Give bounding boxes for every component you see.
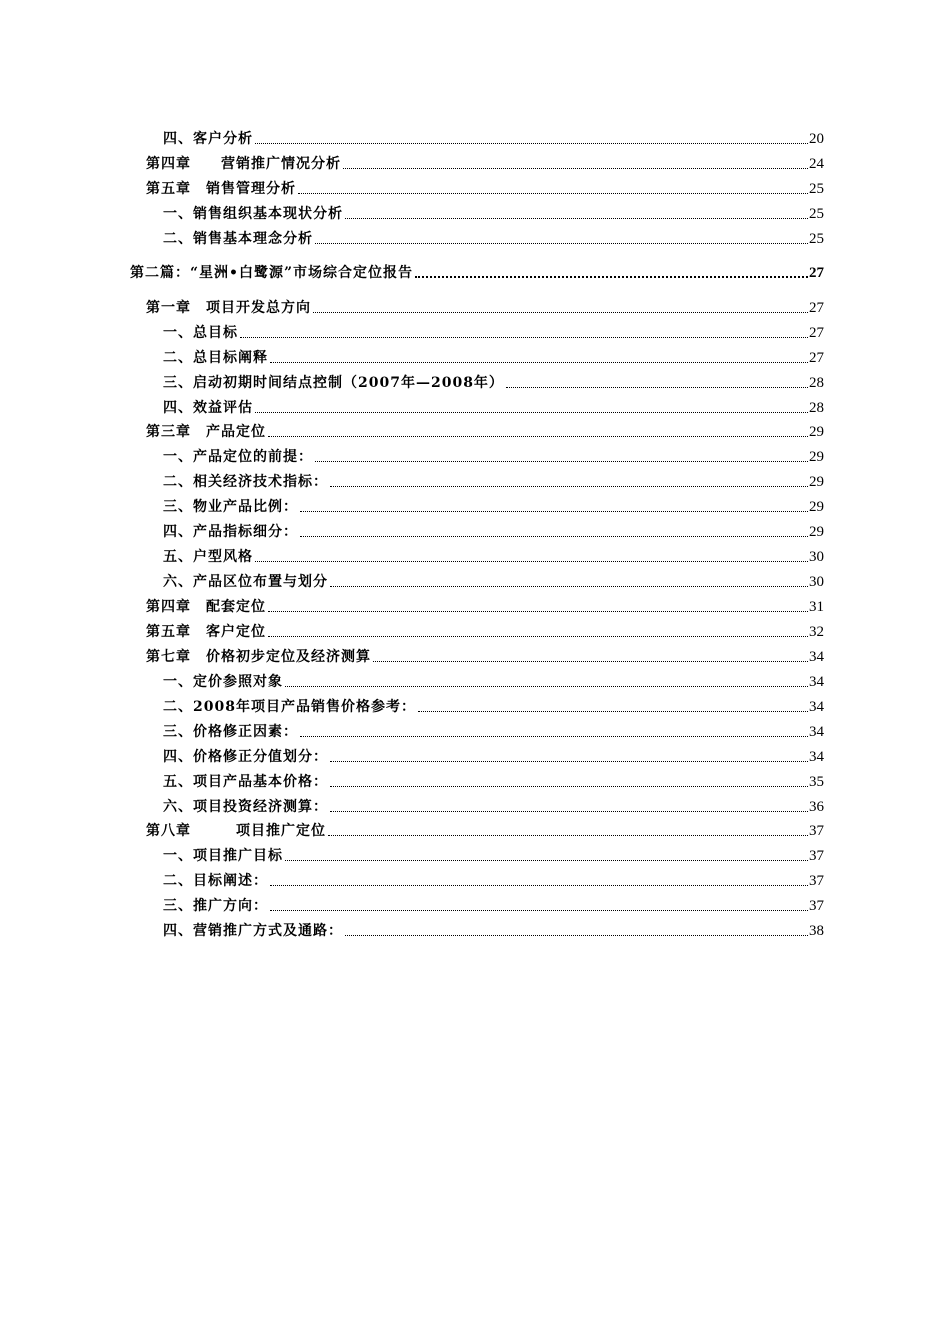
toc-page-number: 28 [809, 400, 824, 416]
toc-entry-title: 四、效益评估 [163, 400, 253, 416]
dot-leader [268, 636, 808, 637]
toc-section-entry[interactable] [163, 916, 824, 940]
toc-section-entry[interactable] [163, 792, 824, 816]
toc-entry-title: 三、价格修正因素： [163, 724, 298, 740]
toc-entry-title: 第八章 项目推广定位 [146, 823, 326, 839]
toc-section-entry[interactable] [163, 866, 824, 890]
toc-entry-title: 一、总目标 [163, 325, 238, 341]
toc-entry-title: 二、销售基本理念分析 [163, 231, 313, 247]
toc-entry-title: 第一章 项目开发总方向 [146, 300, 311, 316]
toc-chapter-entry[interactable] [146, 293, 824, 317]
dot-leader [330, 586, 808, 587]
toc-section-entry[interactable] [163, 717, 824, 741]
toc-page-number: 30 [809, 574, 824, 590]
toc-page-number: 30 [809, 549, 824, 565]
toc-page-number: 20 [809, 131, 824, 147]
toc-page-number: 25 [809, 181, 824, 197]
toc-entry-title: 第三章 产品定位 [146, 424, 266, 440]
toc-page-number: 27 [809, 265, 824, 281]
toc-entry-title: 一、产品定位的前提： [163, 449, 313, 465]
toc-page-number: 35 [809, 774, 824, 790]
toc-page-number: 34 [809, 724, 824, 740]
toc-chapter-entry[interactable] [146, 174, 824, 198]
toc-entry-title: 一、项目推广目标 [163, 848, 283, 864]
toc-page-number: 25 [809, 206, 824, 222]
toc-page-number: 34 [809, 649, 824, 665]
toc-section-entry[interactable] [163, 442, 824, 466]
dot-leader [330, 786, 808, 787]
toc-section-entry[interactable] [163, 199, 824, 223]
toc-entry-title: 第五章 客户定位 [146, 624, 266, 640]
toc-page-number: 32 [809, 624, 824, 640]
dot-leader [330, 811, 808, 812]
toc-entry-title: 第四章 营销推广情况分析 [146, 156, 341, 172]
toc-entry-title: 五、户型风格 [163, 549, 253, 565]
dot-leader [270, 362, 808, 363]
toc-section-entry[interactable] [163, 667, 824, 691]
dot-leader [270, 910, 808, 911]
toc-page-number: 29 [809, 524, 824, 540]
dot-leader [255, 561, 808, 562]
dot-leader [506, 387, 808, 388]
toc-entry-title: 二、目标阐述： [163, 873, 268, 889]
toc-entry-title: 三、启动初期时间结点控制（2007年—2008年） [163, 375, 504, 391]
toc-section-entry[interactable] [163, 567, 824, 591]
dot-leader [298, 193, 808, 194]
dot-leader [328, 835, 808, 836]
toc-page-number: 29 [809, 449, 824, 465]
toc-section-entry[interactable] [163, 467, 824, 491]
toc-section-entry[interactable] [163, 224, 824, 248]
toc-page-number: 27 [809, 325, 824, 341]
toc-entry-title: 五、项目产品基本价格： [163, 774, 328, 790]
toc-entry-title: 三、物业产品比例： [163, 499, 298, 515]
toc-section-entry[interactable] [163, 368, 824, 392]
dot-leader [345, 218, 808, 219]
toc-chapter-entry[interactable] [146, 816, 824, 840]
toc-section-entry[interactable] [163, 891, 824, 915]
toc-entry-title: 第五章 销售管理分析 [146, 181, 296, 197]
dot-leader [330, 486, 808, 487]
toc-chapter-entry[interactable] [146, 417, 824, 441]
dot-leader [343, 168, 808, 169]
toc-page-number: 36 [809, 799, 824, 815]
dot-leader [268, 436, 808, 437]
toc-entry-title: 四、价格修正分值划分： [163, 749, 328, 765]
toc-section-entry[interactable] [163, 393, 824, 417]
toc-page-number: 37 [809, 823, 824, 839]
toc-section-entry[interactable] [163, 542, 824, 566]
dot-leader [255, 412, 808, 413]
toc-section-entry[interactable] [163, 517, 824, 541]
dot-leader [300, 511, 808, 512]
toc-section-entry[interactable] [163, 492, 824, 516]
toc-page-number: 29 [809, 474, 824, 490]
toc-page-number: 29 [809, 499, 824, 515]
dot-leader [285, 860, 808, 861]
toc-page-number: 27 [809, 350, 824, 366]
toc-chapter-entry[interactable] [146, 592, 824, 616]
toc-page-number: 37 [809, 848, 824, 864]
toc-entry-title: 二、相关经济技术指标： [163, 474, 328, 490]
dot-leader [255, 143, 808, 144]
dot-leader [300, 536, 808, 537]
dot-leader [300, 736, 808, 737]
dot-leader [415, 276, 808, 278]
toc-page-number: 34 [809, 674, 824, 690]
dot-leader [315, 461, 808, 462]
dot-leader [285, 686, 808, 687]
toc-page-number: 29 [809, 424, 824, 440]
toc-chapter-entry[interactable] [146, 149, 824, 173]
dot-leader [330, 761, 808, 762]
toc-page-number: 37 [809, 898, 824, 914]
dot-leader [418, 711, 808, 712]
toc-page-number: 34 [809, 699, 824, 715]
toc-chapter-entry[interactable] [146, 642, 824, 666]
toc-part-entry[interactable] [130, 258, 824, 282]
toc-page-number: 31 [809, 599, 824, 615]
dot-leader [268, 611, 808, 612]
toc-page-number: 38 [809, 923, 824, 939]
toc-entry-title: 四、客户分析 [163, 131, 253, 147]
dot-leader [240, 337, 808, 338]
toc-section-entry[interactable] [163, 767, 824, 791]
toc-entry-title: 一、销售组织基本现状分析 [163, 206, 343, 222]
toc-entry-title: 四、产品指标细分： [163, 524, 298, 540]
toc-section-entry[interactable] [163, 841, 824, 865]
dot-leader [345, 935, 808, 936]
toc-entry-title: 六、产品区位布置与划分 [163, 574, 328, 590]
toc-entry-title: 一、定价参照对象 [163, 674, 283, 690]
toc-section-entry[interactable] [163, 124, 824, 148]
dot-leader [315, 243, 808, 244]
toc-entry-title: 六、项目投资经济测算： [163, 799, 328, 815]
toc-entry-title: 第四章 配套定位 [146, 599, 266, 615]
dot-leader [313, 312, 808, 313]
toc-page-number: 34 [809, 749, 824, 765]
toc-section-entry[interactable] [163, 343, 824, 367]
dot-leader [373, 661, 808, 662]
toc-page-number: 27 [809, 300, 824, 316]
toc-entry-title: 三、推广方向： [163, 898, 268, 914]
toc-entry-title: 二、总目标阐释 [163, 350, 268, 366]
toc-page-number: 28 [809, 375, 824, 391]
toc-section-entry[interactable] [163, 692, 824, 716]
toc-page-number: 24 [809, 156, 824, 172]
toc-entry-title: 四、营销推广方式及通路： [163, 923, 343, 939]
toc-section-entry[interactable] [163, 742, 824, 766]
toc-page-number: 37 [809, 873, 824, 889]
toc-section-entry[interactable] [163, 318, 824, 342]
toc-entry-title: 第七章 价格初步定位及经济测算 [146, 649, 371, 665]
toc-chapter-entry[interactable] [146, 617, 824, 641]
toc-entry-title: 第二篇：“星洲•白鹭源”市场综合定位报告 [130, 265, 414, 281]
toc-page-number: 25 [809, 231, 824, 247]
dot-leader [270, 885, 808, 886]
toc-entry-title: 二、2008年项目产品销售价格参考： [163, 699, 416, 715]
